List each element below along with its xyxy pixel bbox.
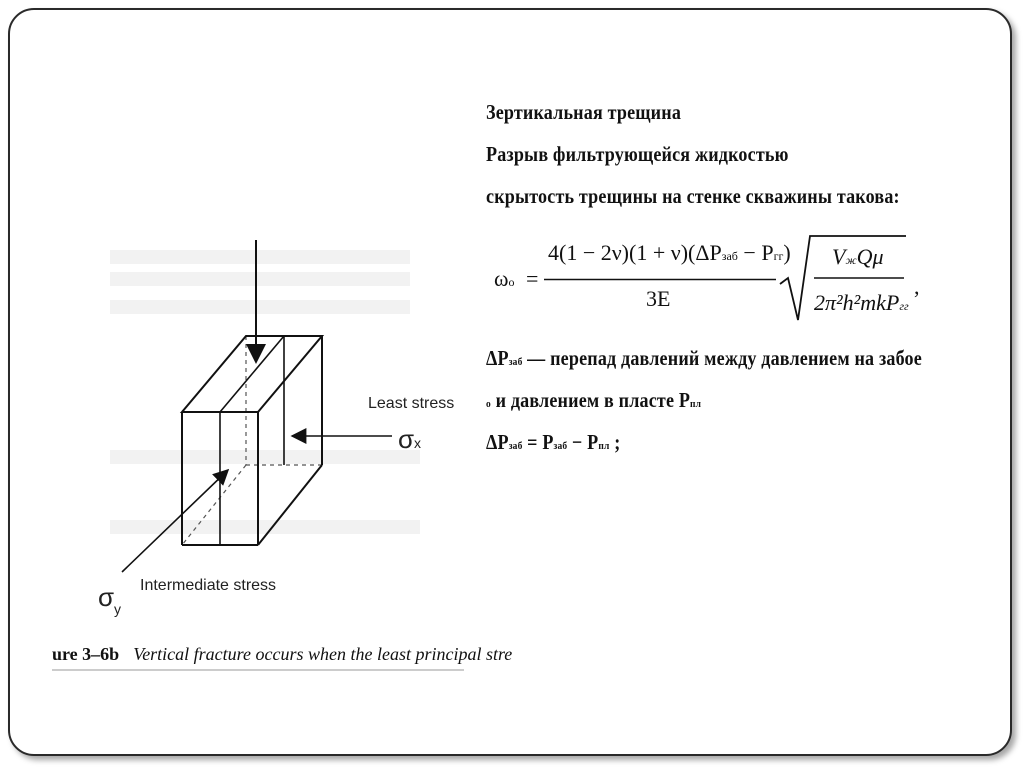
figure-caption	[52, 644, 512, 665]
delta-p-definition: ΔPзаб — перепад давлений между давлением на забое	[486, 346, 922, 370]
figure-number: ure 3–6b	[52, 644, 120, 664]
fraction-bar	[544, 278, 776, 281]
heading-line-1: Зертикальная трещина	[486, 100, 682, 124]
sigma-x-label: σx	[398, 424, 422, 454]
formula-denominator: 3E	[646, 286, 671, 311]
delta-p-equation: ΔPзаб = Pзаб − Pпл ;	[486, 430, 621, 454]
formula-numerator: 4(1 − 2ν)(1 + ν)(ΔPзаб − Pгг)	[548, 240, 791, 265]
formula-equals: =	[526, 266, 539, 291]
least-stress-label: Least stress	[368, 395, 455, 412]
figure-caption-text: Vertical fracture occurs when the least principal stre	[133, 644, 513, 664]
sigma-y-label: $\sigma_y$	[98, 582, 122, 617]
box-hidden-edges	[182, 336, 322, 545]
formula-trailing-comma: ,	[914, 274, 920, 299]
heading-line-3: скрытость трещины на стенке скважины такова:	[486, 184, 900, 208]
root-numerator: VжQμ	[832, 244, 884, 269]
caption-underline	[52, 668, 464, 672]
heading-line-2: Разрыв фильтрующейся жидкостью	[486, 142, 789, 166]
ghost-text-background	[110, 250, 420, 534]
aperture-formula	[486, 234, 956, 324]
formula-lhs: ωо	[494, 266, 515, 291]
box-outline	[182, 336, 322, 545]
fracture-plane	[220, 336, 284, 545]
intermediate-stress-label: Intermediate stress	[140, 577, 277, 594]
root-denominator: 2π²h²mkPгг	[814, 290, 909, 315]
reservoir-pressure-line: о и давлением в пласте Pпл	[486, 388, 702, 412]
